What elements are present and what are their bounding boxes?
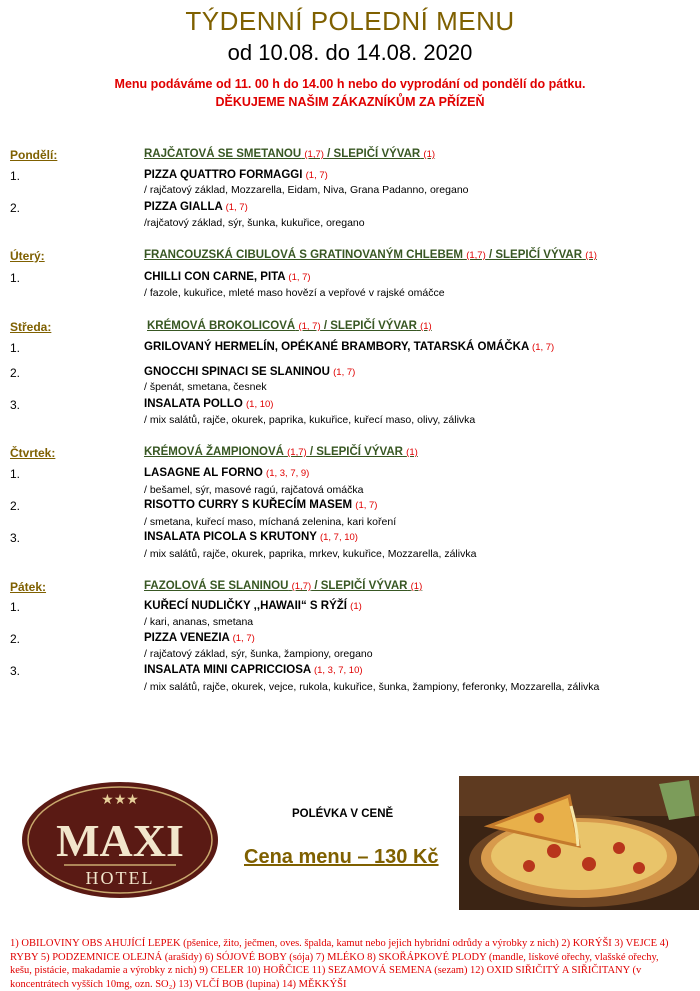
day-soups (147, 320, 432, 332)
dish-number: 3. (10, 398, 21, 412)
dish-number: 1. (10, 600, 21, 614)
serving-notice: Menu podáváme od 11. 00 h do 14.00 h nebo do vyprodání od pondělí do pátku. (114, 77, 586, 91)
maxi-hotel-logo-graphic (20, 780, 220, 900)
dish-name (144, 201, 248, 213)
logo-subtext: HOTEL (85, 868, 155, 888)
soup-name: / SLEPIČÍ VÝVAR (311, 580, 408, 592)
day-label: Úterý: (10, 249, 45, 263)
menu-title: TÝDENNÍ POLEDNÍ MENU (185, 6, 515, 36)
dish-number: 1. (10, 271, 21, 285)
soup-name: FAZOLOVÁ SE SLANINOU (144, 580, 289, 592)
allergen-code: (1, 7) (298, 321, 321, 332)
dish-name (144, 467, 309, 479)
logo-text: MAXI (56, 815, 184, 866)
allergen-code: (1, 7) (333, 367, 356, 378)
dish-description: / mix salátů, rajče, okurek, vejce, rukola, kukuřice, šunka, žampiony, feferonky, Mozzarella, zálivka (144, 681, 600, 693)
menu-dates: od 10.08. do 14.08. 2020 (227, 40, 473, 65)
dish-title: INSALATA PICOLA S KRUTONY (144, 531, 317, 543)
dish-name (144, 531, 358, 543)
dish-name (144, 169, 328, 181)
dish-title: RISOTTO CURRY S KUŘECÍM MASEM (144, 499, 353, 511)
dish-number: 2. (10, 366, 21, 380)
allergen-code: (1,7) (466, 250, 486, 261)
allergen-code: (1) (350, 601, 362, 612)
dish-description: / smetana, kuřecí maso, míchaná zelenina, kari koření (144, 516, 397, 528)
menu-price: Cena menu – 130 Kč (244, 846, 439, 868)
allergen-legend: 1) OBILOVINY OBS AHUJÍCÍ LEPEK (pšenice, žito, ječmen, oves. špalda, kamut nebo jejich hybridní odrůdy a výrobky z nich) 2) KORÝŠI 3) VEJCE 4) RYBY 5) PODZEMNICE OLEJNÁ (arašídy) 6) SÓJOVÉ BOBY (sója) 7) MLÉKO 8) SKOŘÁPKOVÉ PLODY (mandle, lískové ořechy, vlašské ořechy, kešu, pistácie, makadamie a výrobky z nich) 9) CELER 10) HOŘČICE 11) SEZAMOVÁ SEMENA (sezam) 12) OXID SIŘIČITÝ A SIŘIČITANY (v koncentrátech vyšších 10mg, ozn. SO₂) 13) VLČÍ BOB (lupina) 14) MĚKKÝŠI (10, 938, 669, 990)
dish-title: GRILOVANÝ HERMELÍN, OPÉKANÉ BRAMBORY, TATARSKÁ OMÁČKA (144, 341, 529, 353)
dish-description: / kari, ananas, smetana (144, 616, 254, 628)
allergen-code: (1, 7) (355, 500, 378, 511)
allergen-code: (1,7) (287, 447, 307, 458)
allergen-code: (1) (420, 321, 432, 332)
day-label: Čtvrtek: (10, 446, 56, 460)
allergen-code: (1, 3, 7, 9) (266, 468, 310, 479)
day-label: Pátek: (10, 580, 47, 594)
allergen-code: (1, 7) (532, 342, 555, 353)
allergen-code: (1) (585, 250, 597, 261)
soup-name: / SLEPIČÍ VÝVAR (320, 320, 417, 332)
dish-number: 2. (10, 201, 21, 215)
day-soups (144, 148, 435, 160)
dish-number: 1. (10, 341, 21, 355)
dish-number: 1. (10, 467, 21, 481)
dish-description: / rajčatový základ, Mozzarella, Eidam, Niva, Grana Padanno, oregano (144, 184, 469, 196)
dish-title: INSALATA MINI CAPRICCIOSA (144, 664, 311, 676)
day-soups (144, 249, 597, 261)
dish-number: 2. (10, 499, 21, 513)
allergen-code: (1, 10) (246, 399, 274, 410)
dish-name (144, 632, 255, 644)
allergen-code: (1,7) (304, 149, 324, 160)
allergen-code: (1, 7) (225, 202, 248, 213)
dish-title: PIZZA QUATTRO FORMAGGI (144, 169, 303, 181)
dish-description: / bešamel, sýr, masové ragú, rajčatová omáčka (144, 484, 364, 496)
pizza-image (459, 776, 699, 910)
soup-name: / SLEPIČÍ VÝVAR (306, 446, 403, 458)
dish-title: INSALATA POLLO (144, 398, 243, 410)
allergen-code: (1,7) (291, 581, 312, 592)
dish-description: / fazole, kukuřice, mleté maso hovězí a vepřové v rajské omáčce (144, 287, 445, 299)
day-label: Pondělí: (10, 148, 58, 162)
dish-title: PIZZA VENEZIA (144, 632, 230, 644)
dish-title: CHILLI CON CARNE, PITA (144, 271, 286, 283)
allergen-code: (1, 7) (232, 633, 255, 644)
allergen-code: (1, 3, 7, 10) (313, 665, 363, 676)
dish-number: 3. (10, 664, 21, 678)
day-label: Středa: (10, 320, 52, 334)
dish-name (144, 271, 311, 283)
soup-name: RAJČATOVÁ SE SMETANOU (144, 148, 302, 160)
dish-description: / rajčatový základ, sýr, šunka, žampiony, oregano (144, 648, 373, 660)
soup-included-label: POLÉVKA V CENĚ (292, 808, 394, 820)
dish-description: / mix salátů, rajče, okurek, paprika, mrkev, kukuřice, Mozzarella, zálivka (144, 548, 477, 560)
allergen-code: (1) (423, 149, 436, 160)
allergen-code: (1, 7) (288, 272, 311, 283)
dish-name (144, 499, 377, 511)
soup-name: KRÉMOVÁ ŽAMPIONOVÁ (144, 446, 284, 458)
stars-icon: ★★★ (101, 792, 139, 808)
dish-title: PIZZA GIALLA (144, 201, 223, 213)
soup-name: / SLEPIČÍ VÝVAR (485, 249, 583, 261)
allergen-code: (1) (406, 447, 418, 458)
thanks-notice: DĚKUJEME NAŠIM ZÁKAZNÍKŮM ZA PŘÍZEŇ (215, 95, 485, 109)
maxi-hotel-logo (20, 780, 220, 900)
dish-number: 1. (10, 169, 21, 183)
dish-description: / špenát, smetana, česnek (144, 381, 267, 393)
dish-name (144, 664, 363, 676)
dish-description: /rajčatový základ, sýr, šunka, kukuřice, oregano (144, 217, 365, 229)
dish-title: LASAGNE AL FORNO (144, 467, 263, 479)
dish-title: KUŘECÍ NUDLIČKY ,,HAWAII“ S RÝŽÍ (144, 600, 347, 612)
dish-description: / mix salátů, rajče, okurek, paprika, kukuřice, kuřecí maso, olivy, zálivka (144, 414, 476, 426)
dish-name (144, 600, 362, 612)
dish-title: GNOCCHI SPINACI SE SLANINOU (144, 366, 330, 378)
pizza-photo (459, 776, 699, 910)
dish-number: 3. (10, 531, 21, 545)
dish-number: 2. (10, 632, 21, 646)
allergen-code: (1, 7) (305, 170, 328, 181)
day-soups (144, 446, 418, 458)
dish-name (144, 398, 273, 410)
allergen-code: (1) (410, 581, 423, 592)
soup-name: / SLEPIČÍ VÝVAR (323, 148, 421, 160)
allergen-code: (1, 7, 10) (319, 532, 358, 543)
soup-name: KRÉMOVÁ BROKOLICOVÁ (147, 320, 296, 332)
dish-name (144, 341, 554, 353)
dish-name (144, 366, 355, 378)
day-soups (144, 580, 422, 592)
soup-name: FRANCOUZSKÁ CIBULOVÁ S GRATINOVANÝM CHLEBEM (144, 249, 464, 261)
